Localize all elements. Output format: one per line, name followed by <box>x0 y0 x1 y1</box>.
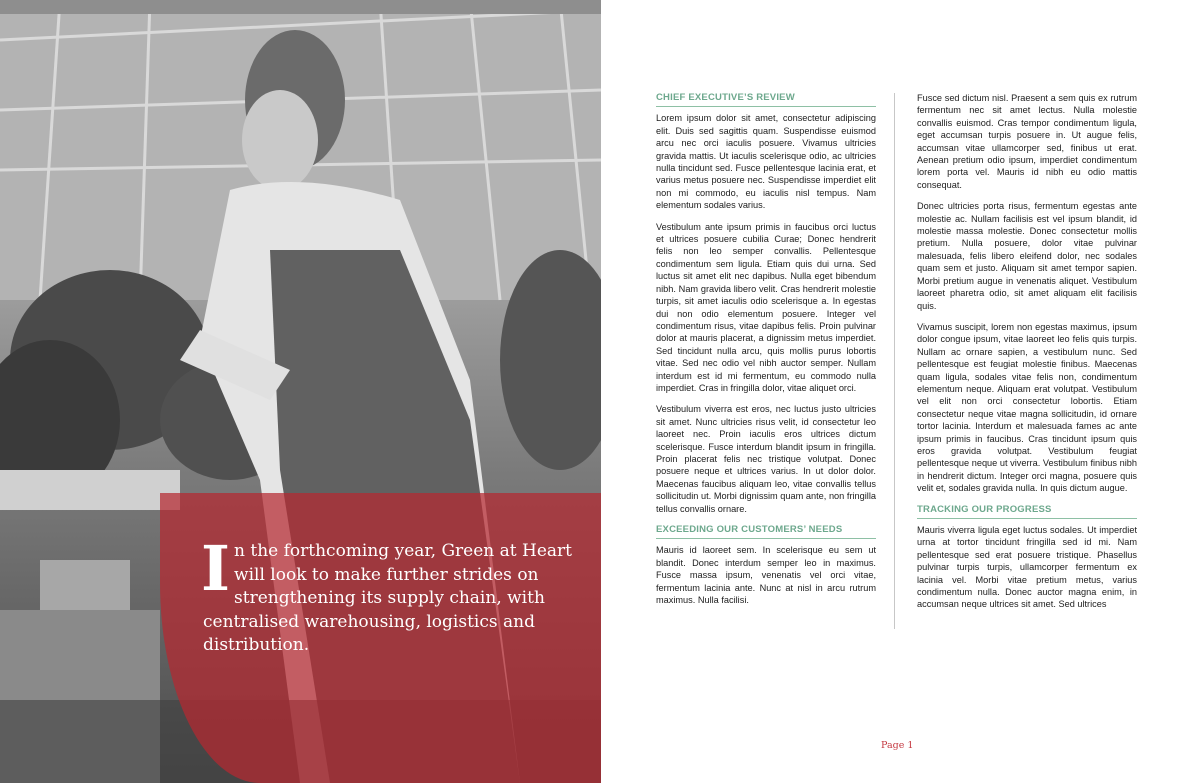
right-text-column <box>917 92 1137 620</box>
pull-quote <box>201 532 583 658</box>
column-divider <box>894 93 895 629</box>
page-number: Page 1 <box>881 740 914 751</box>
paragraph: Fusce sed dictum nisl. Praesent a sem quis ex rutrum fermentum nec sit amet lectus. Nulla molestie convallis euismod. Cras tempor condimentum ligula, eget accumsan turpis posuere in. Ut augue felis, accumsan vitae ullamcorper sed, finibus ut erat. Aenean pretium odio ipsum, imperdiet condimentum lorem porta vel. Mauris id nibh eu odio mattis consequat. <box>917 93 1137 190</box>
paragraph: Lorem ipsum dolor sit amet, consectetur adipiscing elit. Duis sed sagittis quam. Suspendisse euismod arcu nec orci iaculis posuere. Vivamus ultricies gravida mattis. Ut iaculis scelerisque odio, ac ultricies nulla tincidunt sed. Fusce pellentesque lacinia erat, et varius metus posuere nec. Suspendisse imperdiet elit non mi commodo, eu iaculis nisl tempus. Nam elementum sodales varius. <box>656 113 876 211</box>
paragraph: Vivamus suscipit, lorem non egestas maximus, ipsum dolor congue ipsum, vitae laoreet leo felis quis turpis. Nullam ac ornare sapien, a vestibulum nunc. Sed pellentesque est feugiat molestie finibus. Maecenas quam ligula, sodales vitae felis non, condimentum elementum neque. Aliquam erat volutpat. Vestibulum vel elit non orci consectetur lobortis. Etiam consectetur neque vitae magna sollicitudin, id ornare tortor lacinia. Interdum et malesuada fames ac ante ipsum primis in faucibus. Cras tincidunt ipsum quis eros gravida volutpat. Vestibulum feugiat pellentesque neque ut viverra. Vestibulum finibus nibh in hendrerit dictum. Integer orci magna, posuere quis velit et, sodales gravida nulla. In quis dictum augue. <box>917 321 1137 494</box>
paragraph: Mauris viverra ligula eget luctus sodales. Ut imperdiet urna at tortor tincidunt fringilla sed id mi. Nam pellentesque sed erat posuere tristique. Phasellus pulvinar turpis turpis, ullamcorper fermentum ex lacinia vel. Morbi vitae pretium metus, varius condimentum nulla. Donec auctor magna enim, in accumsan neque ultrices sit amet. Sed ultrices <box>917 525 1137 610</box>
section-heading-chief-executive-review: CHIEF EXECUTIVE’S REVIEW <box>656 92 876 107</box>
paragraph: Donec ultricies porta risus, fermentum egestas ante molestie ac. Nullam facilisis est vel ipsum blandit, id molestie massa molestie. Donec consectetur mollis pretium. Nulla posuere, dolor vitae pulvinar malesuada, felis libero eleifend dolor, nec sodales quam sem et justo. Aliquam sit amet tempor sapien. Morbi pretium augue in venenatis aliquet. Vestibulum laoreet pharetra odio, sit amet aliquam elit facilisis quis. <box>917 201 1137 311</box>
paragraph: Vestibulum viverra est eros, nec luctus justo ultricies sit amet. Nunc ultricies risus velit, id consectetur leo laoreet nec. Proin iaculis eros ultrices dictum scelerisque. Fusce interdum blandit ipsum in fringilla. Proin placerat felis nec tristique volutpat. Donec posuere neque et ultrices varius. In ut dolor dolor. Maecenas faucibus aliquam leo, vitae convallis tellus sollicitudin ut. Morbi dignissim quam ante, non fringilla tellus convallis ornare. <box>656 404 876 514</box>
text-page <box>601 0 1200 783</box>
section-heading-tracking-progress: TRACKING OUR PROGRESS <box>917 504 1137 519</box>
paragraph: Mauris id laoreet sem. In scelerisque eu sem ut blandit. Donec interdum semper leo in maximus. Fusce massa ipsum, venenatis vel orci vitae, fermentum lacinia ante. Nunc at nisl in arcu rutrum maximus. Nulla facilisi. <box>656 545 876 606</box>
paragraph: Vestibulum ante ipsum primis in faucibus orci luctus et ultrices posuere cubilia Curae; Donec hendrerit felis non leo semper convallis. Pellentesque condimentum sem ligula. Etiam quis dui urna. Sed luctus sit amet elit nec dapibus. Nulla eget bibendum nibh. Nam gravida libero velit. Cras hendrerit molestie turpis, sit amet iaculis odio scelerisque a. In egestas dui non odio elementum posuere. Integer vel condimentum risus, vitae dapibus felis. Proin pulvinar dolor at mauris placerat, a dignissim metus imperdiet. Sed tincidunt nulla arcu, quis mollis purus lobortis vitae. Sed nec odio vel nibh auctor semper. Nullam interdum est id mi fermentum, eu commodo nulla imperdiet. Cras in fringilla dolor, vitae aliquet orci. <box>656 221 876 393</box>
section-heading-exceeding-customers-needs: EXCEEDING OUR CUSTOMERS’ NEEDS <box>656 524 876 539</box>
drop-cap: I <box>201 532 231 605</box>
pull-quote-text: n the forthcoming year, Green at Heart will look to make further strides on strengthening its supply chain, with centralised warehousing, logistics and distribution. <box>203 541 572 655</box>
left-text-column <box>656 92 876 615</box>
